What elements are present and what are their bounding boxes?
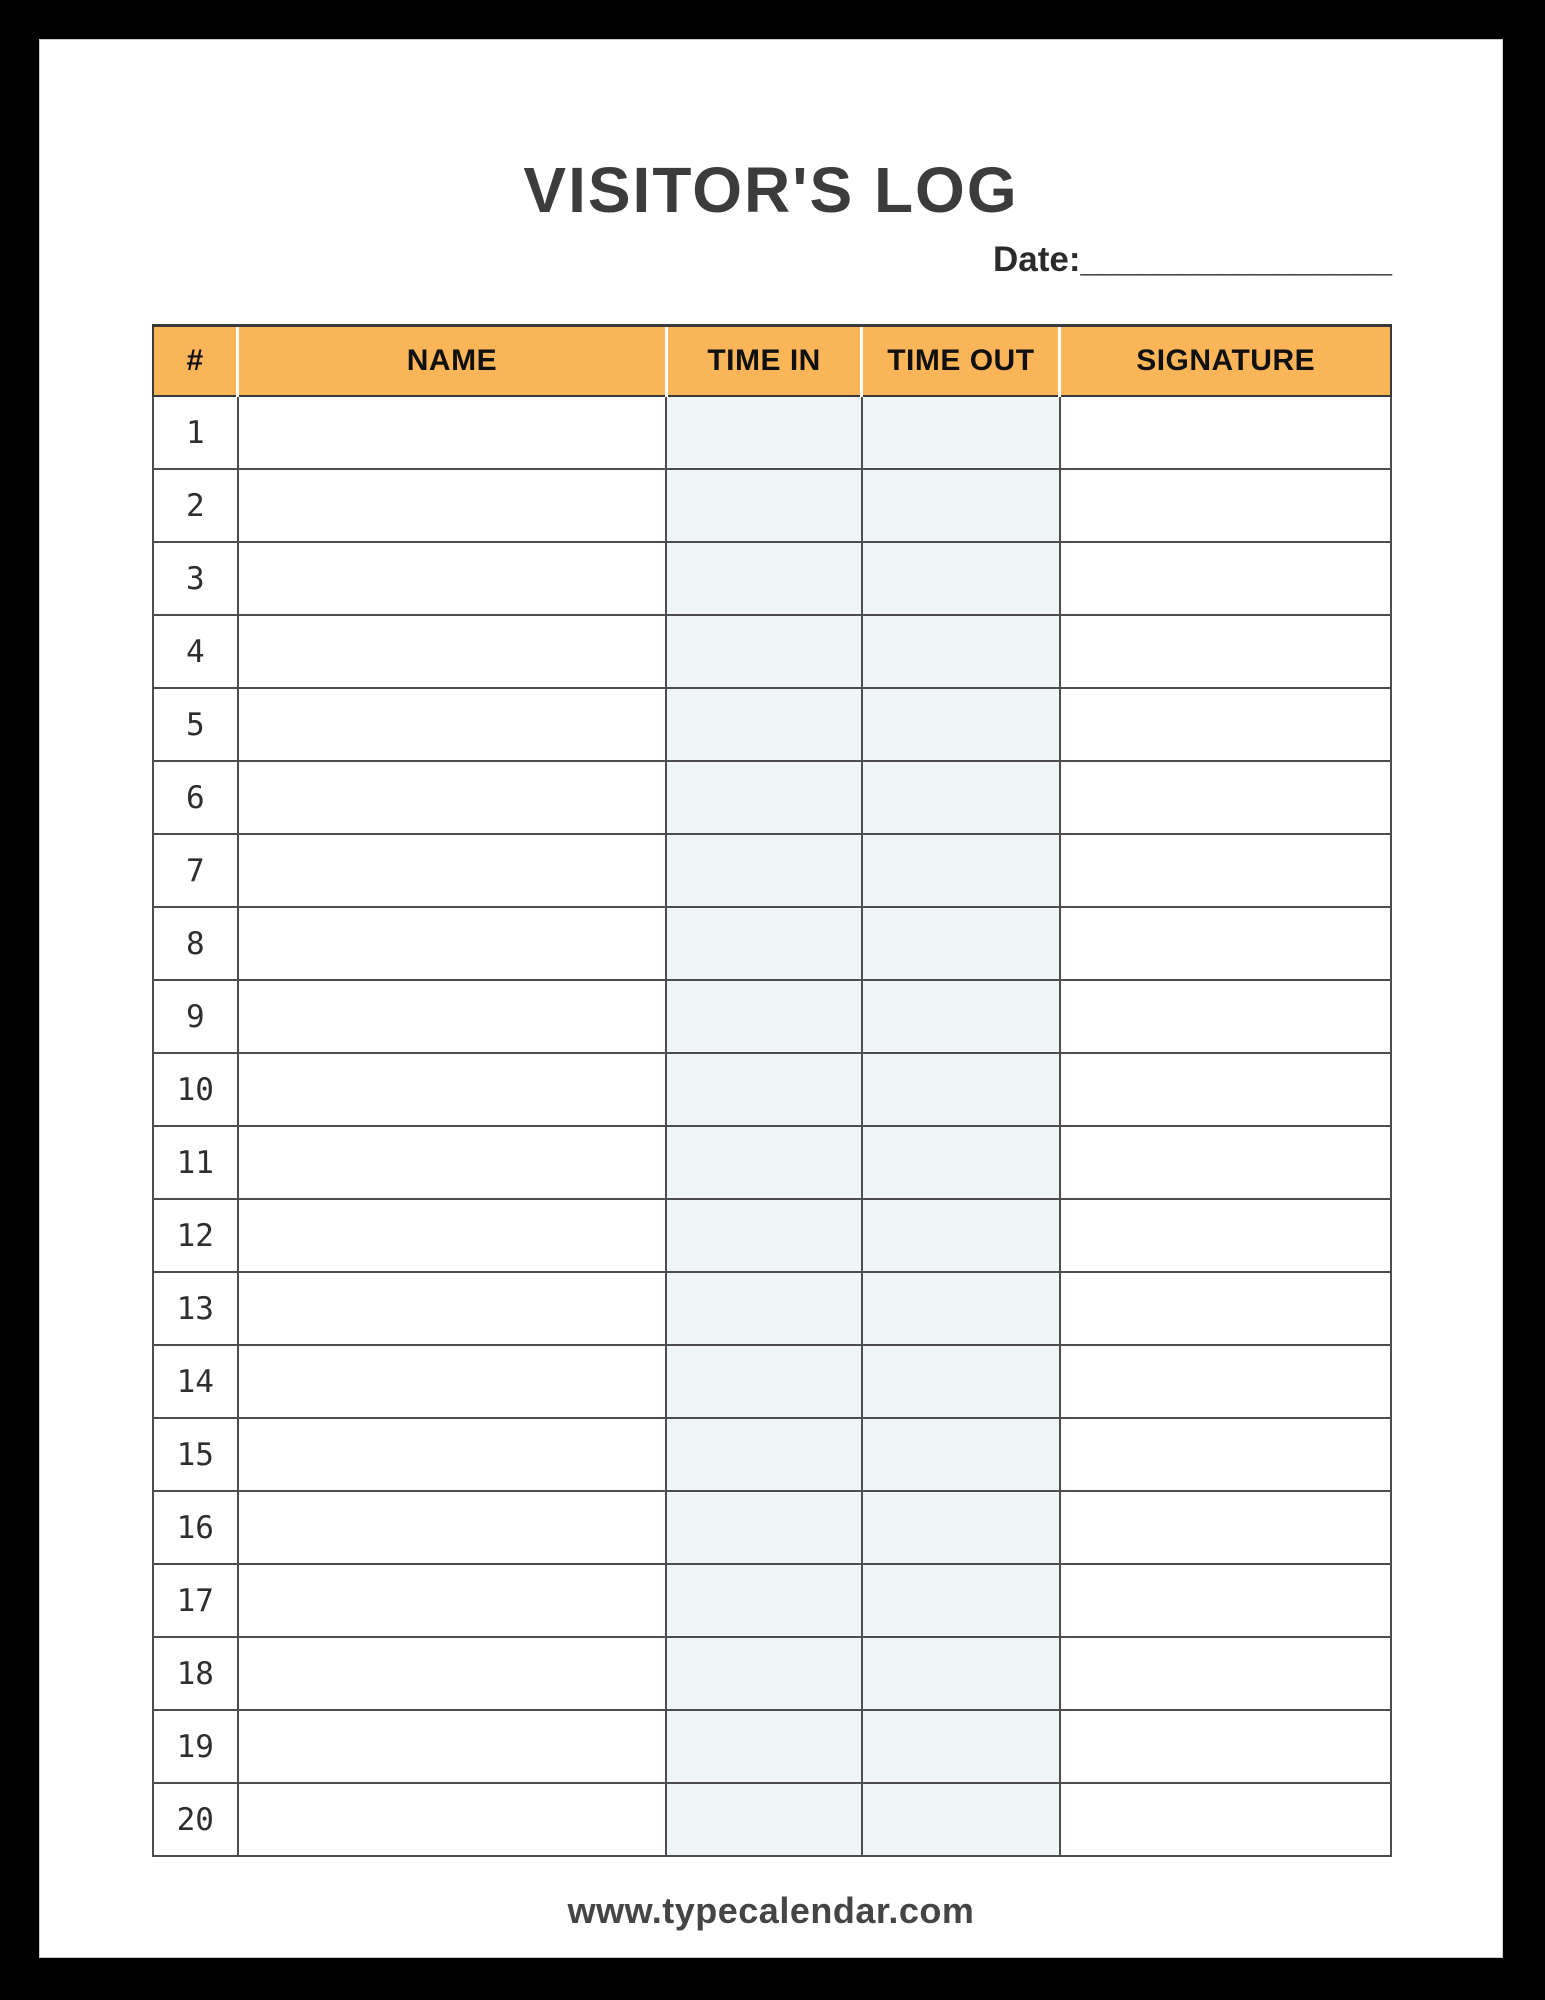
time-out-cell [862, 834, 1060, 907]
time-out-cell [862, 980, 1060, 1053]
name-cell [238, 1783, 667, 1856]
table-row [153, 1126, 1391, 1199]
table-row [153, 542, 1391, 615]
time-in-cell [666, 980, 862, 1053]
page-title: VISITOR'S LOG [523, 153, 1019, 226]
table-row [153, 688, 1391, 761]
time-out-cell [862, 615, 1060, 688]
row-number-cell: 3 [153, 542, 238, 615]
time-out-cell [862, 688, 1060, 761]
footer-url: www.typecalendar.com [567, 1890, 975, 1931]
table-row [153, 1783, 1391, 1856]
row-number-cell: 19 [153, 1710, 238, 1783]
row-number-cell: 16 [153, 1491, 238, 1564]
row-number-cell: 20 [153, 1783, 238, 1856]
time-in-cell [666, 1783, 862, 1856]
table-row [153, 1345, 1391, 1418]
date-blank-line: ________________ [1080, 240, 1392, 279]
signature-cell [1060, 761, 1391, 834]
name-cell [238, 1564, 667, 1637]
row-number-cell: 6 [153, 761, 238, 834]
signature-cell [1060, 1491, 1391, 1564]
row-number-cell: 14 [153, 1345, 238, 1418]
table-row [153, 834, 1391, 907]
name-cell [238, 1637, 667, 1710]
row-number-cell: 5 [153, 688, 238, 761]
name-cell [238, 1418, 667, 1491]
time-out-cell [862, 761, 1060, 834]
date-row [993, 240, 1392, 280]
signature-cell [1060, 834, 1391, 907]
table-row [153, 1637, 1391, 1710]
signature-cell [1060, 542, 1391, 615]
row-number-cell: 9 [153, 980, 238, 1053]
time-in-cell [666, 1637, 862, 1710]
time-in-cell [666, 615, 862, 688]
time-in-cell [666, 1710, 862, 1783]
row-number-cell: 4 [153, 615, 238, 688]
time-out-cell [862, 1418, 1060, 1491]
table-row [153, 1491, 1391, 1564]
table-row [153, 469, 1391, 542]
time-out-cell [862, 1126, 1060, 1199]
name-cell [238, 1345, 667, 1418]
signature-cell [1060, 1272, 1391, 1345]
col-header-name: NAME [238, 326, 667, 397]
name-cell [238, 615, 667, 688]
time-out-cell [862, 396, 1060, 469]
time-out-cell [862, 1491, 1060, 1564]
paper-page [40, 40, 1502, 1957]
time-in-cell [666, 1345, 862, 1418]
name-cell [238, 688, 667, 761]
signature-cell [1060, 396, 1391, 469]
table-body [153, 396, 1391, 1856]
time-in-cell [666, 542, 862, 615]
col-header-signature: SIGNATURE [1060, 326, 1391, 397]
time-in-cell [666, 1053, 862, 1126]
signature-cell [1060, 980, 1391, 1053]
visitor-log-table [152, 324, 1392, 1857]
table-row [153, 615, 1391, 688]
signature-cell [1060, 1564, 1391, 1637]
name-cell [238, 1491, 667, 1564]
date-label: Date: [993, 240, 1081, 279]
table-row [153, 907, 1391, 980]
time-out-cell [862, 1637, 1060, 1710]
time-in-cell [666, 1491, 862, 1564]
time-out-cell [862, 1272, 1060, 1345]
table-row [153, 1053, 1391, 1126]
time-out-cell [862, 1199, 1060, 1272]
row-number-cell: 10 [153, 1053, 238, 1126]
table-row [153, 1564, 1391, 1637]
table-header-row [153, 326, 1391, 397]
time-out-cell [862, 1564, 1060, 1637]
name-cell [238, 1199, 667, 1272]
time-in-cell [666, 396, 862, 469]
name-cell [238, 980, 667, 1053]
time-in-cell [666, 688, 862, 761]
name-cell [238, 1053, 667, 1126]
row-number-cell: 18 [153, 1637, 238, 1710]
time-out-cell [862, 1710, 1060, 1783]
time-in-cell [666, 1272, 862, 1345]
time-in-cell [666, 1418, 862, 1491]
signature-cell [1060, 1637, 1391, 1710]
row-number-cell: 2 [153, 469, 238, 542]
time-out-cell [862, 1053, 1060, 1126]
time-out-cell [862, 542, 1060, 615]
time-in-cell [666, 1126, 862, 1199]
row-number-cell: 7 [153, 834, 238, 907]
time-in-cell [666, 1199, 862, 1272]
row-number-cell: 15 [153, 1418, 238, 1491]
signature-cell [1060, 1418, 1391, 1491]
signature-cell [1060, 1345, 1391, 1418]
name-cell [238, 1272, 667, 1345]
col-header-time-in: TIME IN [666, 326, 862, 397]
time-out-cell [862, 907, 1060, 980]
col-header-time-out: TIME OUT [862, 326, 1060, 397]
table-row [153, 980, 1391, 1053]
signature-cell [1060, 615, 1391, 688]
signature-cell [1060, 907, 1391, 980]
name-cell [238, 761, 667, 834]
table-row [153, 1418, 1391, 1491]
signature-cell [1060, 688, 1391, 761]
time-in-cell [666, 834, 862, 907]
signature-cell [1060, 1126, 1391, 1199]
time-out-cell [862, 1783, 1060, 1856]
signature-cell [1060, 1053, 1391, 1126]
time-in-cell [666, 907, 862, 980]
signature-cell [1060, 1710, 1391, 1783]
signature-cell [1060, 1783, 1391, 1856]
time-in-cell [666, 1564, 862, 1637]
signature-cell [1060, 469, 1391, 542]
table-row [153, 761, 1391, 834]
table-row [153, 1199, 1391, 1272]
table-row [153, 396, 1391, 469]
name-cell [238, 834, 667, 907]
row-number-cell: 12 [153, 1199, 238, 1272]
signature-cell [1060, 1199, 1391, 1272]
table-row [153, 1710, 1391, 1783]
name-cell [238, 396, 667, 469]
row-number-cell: 8 [153, 907, 238, 980]
row-number-cell: 13 [153, 1272, 238, 1345]
time-out-cell [862, 469, 1060, 542]
row-number-cell: 17 [153, 1564, 238, 1637]
table-row [153, 1272, 1391, 1345]
name-cell [238, 1710, 667, 1783]
col-header-number: # [153, 326, 238, 397]
row-number-cell: 1 [153, 396, 238, 469]
name-cell [238, 469, 667, 542]
name-cell [238, 542, 667, 615]
time-out-cell [862, 1345, 1060, 1418]
name-cell [238, 907, 667, 980]
time-in-cell [666, 761, 862, 834]
name-cell [238, 1126, 667, 1199]
time-in-cell [666, 469, 862, 542]
row-number-cell: 11 [153, 1126, 238, 1199]
